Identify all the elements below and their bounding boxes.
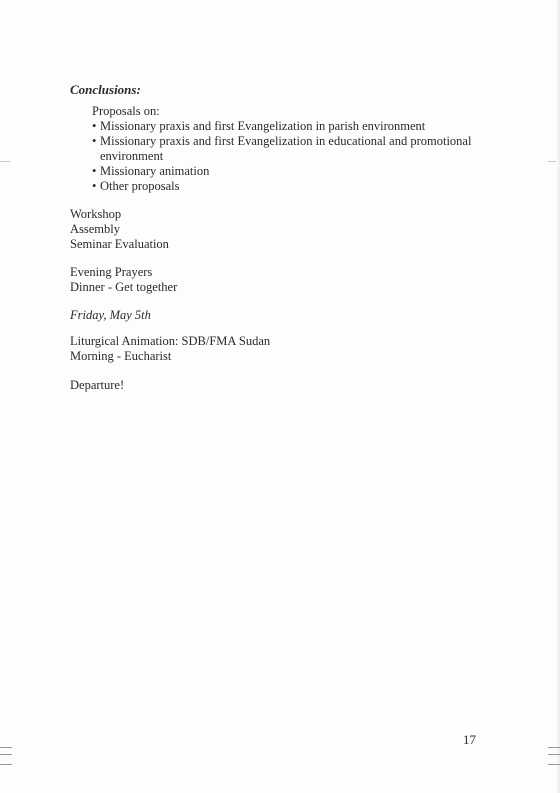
scan-edge-shadow bbox=[556, 0, 560, 793]
bullet-icon: • bbox=[92, 164, 97, 178]
page-number: 17 bbox=[463, 732, 476, 747]
proposals-intro: Proposals on: bbox=[92, 104, 160, 118]
list-item-text: Missionary praxis and first Evangelization in parish environment bbox=[100, 119, 426, 133]
page-content bbox=[70, 82, 500, 393]
proposals-section bbox=[92, 104, 500, 194]
list-item-text: Other proposals bbox=[100, 179, 180, 193]
departure-group bbox=[70, 378, 500, 393]
bullet-icon: • bbox=[92, 119, 97, 133]
schedule-line: Evening Prayers bbox=[70, 265, 153, 279]
list-item-text: Missionary animation bbox=[100, 164, 210, 178]
day-heading: Friday, May 5th bbox=[70, 308, 151, 322]
scan-edge-mark bbox=[548, 747, 560, 765]
workshop-group bbox=[70, 207, 500, 252]
friday-group bbox=[70, 308, 500, 364]
conclusions-heading: Conclusions: bbox=[70, 82, 141, 97]
scan-edge-mark bbox=[0, 747, 12, 765]
bullet-icon: • bbox=[92, 134, 97, 148]
bullet-icon: • bbox=[92, 179, 97, 193]
scan-edge-mark bbox=[0, 161, 10, 162]
list-item-text: Missionary praxis and first Evangelization in educational and promotional environment bbox=[100, 134, 472, 163]
list-item bbox=[92, 119, 500, 134]
list-item bbox=[92, 179, 500, 194]
schedule-line: Workshop bbox=[70, 207, 122, 221]
schedule-line: Dinner - Get together bbox=[70, 280, 178, 294]
evening-group bbox=[70, 265, 500, 295]
departure-line: Departure! bbox=[70, 378, 125, 392]
schedule-line: Morning - Eucharist bbox=[70, 349, 172, 363]
schedule-line: Assembly bbox=[70, 222, 120, 236]
schedule-line: Seminar Evaluation bbox=[70, 237, 169, 251]
schedule-line: Liturgical Animation: SDB/FMA Sudan bbox=[70, 334, 271, 348]
list-item bbox=[92, 134, 500, 164]
proposals-list bbox=[92, 119, 500, 194]
list-item bbox=[92, 164, 500, 179]
